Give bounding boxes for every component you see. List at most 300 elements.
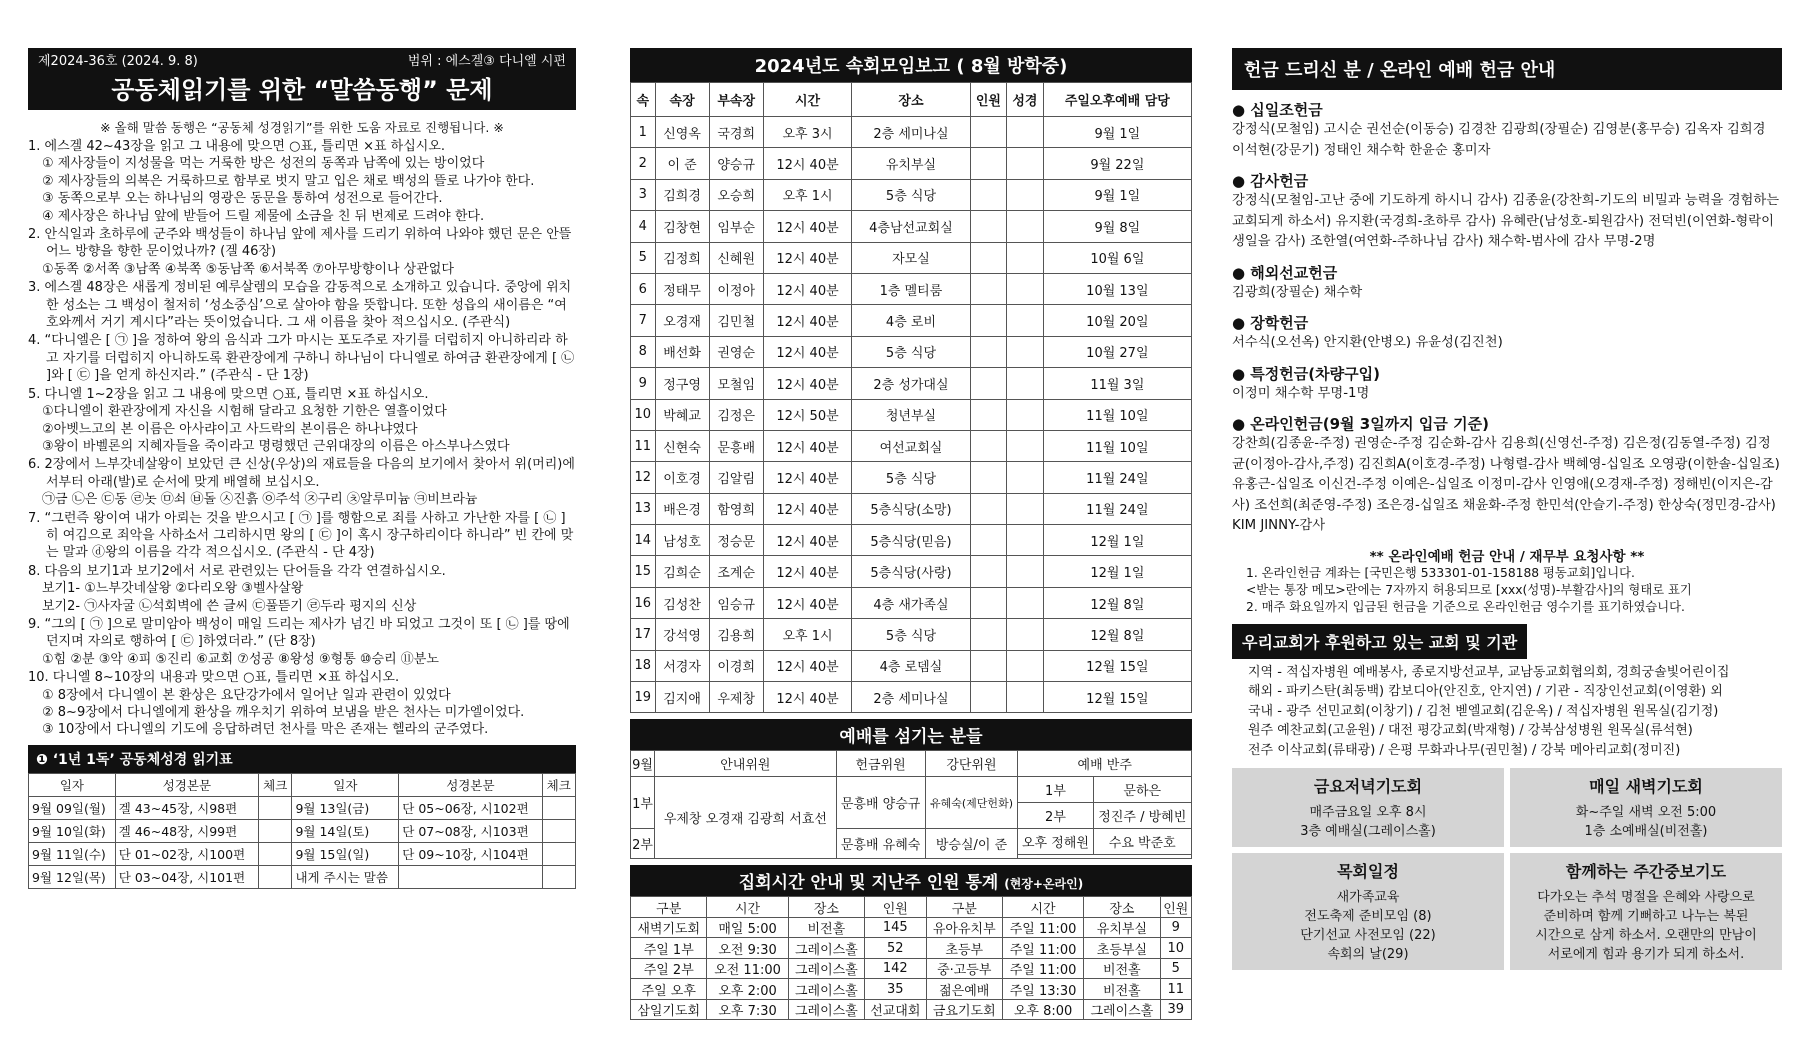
question-text: 10. 다니엘 8~10장의 내용과 맞으면 ○표, 틀리면 ×표 하십시오. — [28, 670, 400, 686]
table-cell: 9월 1일 — [1043, 117, 1191, 148]
group-row — [631, 242, 1192, 273]
question-text: 1. 에스겔 42~43장을 읽고 그 내용에 맞으면 ○표, 틀리면 ×표 하십시오. — [28, 139, 446, 154]
group-row — [631, 117, 1192, 148]
quiz-header — [28, 48, 576, 110]
table-cell — [970, 242, 1007, 273]
table-cell — [1007, 336, 1044, 367]
table-cell: 1층 멜티룸 — [852, 273, 970, 304]
question-text: 5. 다니엘 1~2장을 읽고 그 내용에 맞으면 ○표, 틀리면 ×표 하십시오. — [28, 386, 429, 402]
table-cell — [1007, 587, 1044, 618]
info-box — [1510, 853, 1782, 970]
question-text: 6. 2장에서 느부갓네살왕이 보았던 큰 신상(우상)의 재료들을 다음의 보기에서 찾아서 위(머리)에서부터 아래(발)로 순서에 맞게 배열해 보십시오. — [28, 457, 575, 490]
table-cell: 16 — [631, 587, 656, 618]
offering-names: 강정식(모철임) 고시순 권선순(이동승) 김경찬 김광희(장필순) 김영분(홍무승) 김옥자 김희경 이석현(강문기) 정태인 채수학 한윤순 홍미자 — [1232, 122, 1766, 158]
table-cell: 12월 1일 — [1043, 525, 1191, 556]
table-cell — [1007, 305, 1044, 336]
table-cell: 김알림 — [709, 462, 763, 493]
table-cell — [542, 796, 576, 819]
group-row — [631, 273, 1192, 304]
offering-heading: ● 특정헌금(차량구입) — [1232, 364, 1380, 383]
table-cell: 비전홀 — [1084, 958, 1160, 979]
table-cell: 12월 1일 — [1043, 556, 1191, 587]
table-cell: 12시 40분 — [763, 525, 852, 556]
table-cell: 12시 40분 — [763, 211, 852, 242]
quiz-intro: ※ 올해 말씀 동행은 “공동체 성경읽기”를 위한 도움 자료로 진행됩니다. ※ — [100, 120, 504, 135]
column-header: 체크 — [542, 773, 576, 796]
table-cell: 4 — [631, 211, 656, 242]
table-cell: 신영옥 — [655, 117, 709, 148]
info-box-line: 새가족교육 — [1336, 890, 1400, 905]
table-cell — [970, 117, 1007, 148]
group-row — [631, 179, 1192, 210]
info-box — [1510, 768, 1782, 847]
table-cell: 11 — [1160, 979, 1191, 1000]
table-cell: 12시 40분 — [763, 148, 852, 179]
table-cell: 오후 3시 — [763, 117, 852, 148]
table-cell: 그레이스홀 — [1084, 999, 1160, 1020]
table-cell: 유치부실 — [852, 148, 970, 179]
table-cell — [1007, 117, 1044, 148]
info-box-line: 화~주일 새벽 오전 5:00 — [1575, 805, 1717, 820]
question-option: ①다니엘이 환관장에게 자신을 시험해 달라고 요청한 기한은 열흘이었다 — [42, 404, 447, 420]
group-row — [631, 525, 1192, 556]
table-cell: 주일 11:00 — [1002, 917, 1083, 938]
table-cell: 김성찬 — [655, 587, 709, 618]
table-cell — [1007, 525, 1044, 556]
table-cell: 매일 5:00 — [707, 917, 788, 938]
column-header: 성경본문 — [399, 773, 542, 796]
table-cell: 5층식당(소망) — [852, 493, 970, 524]
table-cell — [1007, 462, 1044, 493]
table-cell — [970, 368, 1007, 399]
question — [28, 332, 576, 384]
question — [28, 563, 576, 615]
table-cell — [1007, 493, 1044, 524]
table-cell: 오경재 — [655, 305, 709, 336]
table-cell: 양승규 — [709, 148, 763, 179]
table-cell: 그레이스홀 — [788, 979, 864, 1000]
table-cell: 주일 1부 — [631, 938, 707, 959]
table-cell: 9월 11일(수) — [29, 842, 116, 865]
table-cell: 주일 2부 — [631, 958, 707, 979]
column-header: 인원 — [865, 897, 926, 918]
table-cell: 오후 1시 — [763, 179, 852, 210]
question-option: ①동쪽 ②서쪽 ③남쪽 ④북쪽 ⑤동남쪽 ⑥서북쪽 ⑦아무방향이나 상관없다 — [42, 261, 454, 277]
info-box-title: 금요저녁기도회 — [1313, 777, 1423, 796]
table-cell — [1007, 430, 1044, 461]
table-cell: 겔 43~45장, 시98편 — [115, 796, 258, 819]
table-cell: 12시 40분 — [763, 462, 852, 493]
table-cell: 단 03~04장, 시101편 — [115, 865, 258, 888]
support-item: 원주 예찬교회(고윤원) / 대전 평강교회(박재형) / 강북삼성병원 원목실(류석현) — [1248, 723, 1693, 738]
column-header: 시간 — [707, 897, 788, 918]
table-cell: 11월 3일 — [1043, 368, 1191, 399]
question-option: ② 8~9장에서 다니엘에게 환상을 깨우치기 위하여 보냄을 받은 천사는 미가엘이었다. — [42, 705, 525, 720]
table-cell: 주일 11:00 — [1002, 938, 1083, 959]
table-cell — [1007, 211, 1044, 242]
table-cell: 11월 10일 — [1043, 399, 1191, 430]
table-cell — [259, 819, 292, 842]
table-cell — [1007, 179, 1044, 210]
table-cell — [970, 682, 1007, 713]
table-cell — [970, 556, 1007, 587]
info-box-body — [1514, 888, 1778, 964]
info-box-line: 시간으로 삼게 하소서. 오랜만의 만남이 — [1535, 928, 1757, 943]
table-cell: 10 — [1160, 938, 1191, 959]
reading-plan-title: ❶ ‘1년 1독’ 공동체성경 읽기표 — [28, 745, 576, 773]
notice-item: 2. 매주 화요일까지 입금된 헌금을 기준으로 온라인헌금 영수기를 표기하였습니다. — [1246, 599, 1685, 614]
table-cell: 그레이스홀 — [788, 958, 864, 979]
table-cell: 12시 40분 — [763, 587, 852, 618]
table-cell: 단 05~06장, 시102편 — [399, 796, 542, 819]
table-cell: 그레이스홀 — [788, 938, 864, 959]
table-cell: 신혜원 — [709, 242, 763, 273]
column-header: 인원 — [1160, 897, 1191, 918]
group-row — [631, 650, 1192, 681]
table-cell: 12시 40분 — [763, 242, 852, 273]
table-cell: 정태무 — [655, 273, 709, 304]
table-cell — [970, 399, 1007, 430]
table-cell: 김지애 — [655, 682, 709, 713]
table-cell: 오후 8:00 — [1002, 999, 1083, 1020]
table-cell: 겔 46~48장, 시99편 — [115, 819, 258, 842]
table-cell: 서경자 — [655, 650, 709, 681]
table-cell — [1007, 273, 1044, 304]
info-box-line: 단기선교 사전모임 (22) — [1300, 928, 1436, 943]
info-box-line: 1층 소예배실(비전홀) — [1584, 824, 1708, 839]
table-cell: 강석영 — [655, 619, 709, 650]
table-cell: 모철임 — [709, 368, 763, 399]
table-cell: 11월 24일 — [1043, 462, 1191, 493]
table-cell: 그레이스홀 — [788, 999, 864, 1020]
table-cell — [1007, 556, 1044, 587]
table-cell: 주일 오후 — [631, 979, 707, 1000]
table-cell: 젊은예배 — [926, 979, 1002, 1000]
table-cell: 비전홀 — [788, 917, 864, 938]
table-cell: 12시 40분 — [763, 493, 852, 524]
table-cell — [970, 211, 1007, 242]
table-cell: 14 — [631, 525, 656, 556]
table-cell: 12시 40분 — [763, 273, 852, 304]
table-cell: 52 — [865, 938, 926, 959]
attendance-row — [631, 917, 1192, 938]
table-cell: 이경희 — [709, 650, 763, 681]
table-cell: 9월 22일 — [1043, 148, 1191, 179]
notice-list — [1232, 565, 1782, 616]
question — [28, 456, 576, 508]
table-cell: 12시 50분 — [763, 399, 852, 430]
table-cell: 오전 11:00 — [707, 958, 788, 979]
left-column — [28, 0, 576, 889]
table-cell: 5 — [631, 242, 656, 273]
column-header: 성경 — [1007, 83, 1044, 117]
servers-title: 예배를 섬기는 분들 — [630, 719, 1192, 750]
table-cell: 초등부실 — [1084, 938, 1160, 959]
table-cell: 우제창 — [709, 682, 763, 713]
issue-number: 제2024-36호 (2024. 9. 8) — [38, 54, 198, 69]
info-box-body — [1514, 803, 1778, 841]
question-text: 4. “다니엘은 [ ㉠ ]을 정하여 왕의 음식과 그가 마시는 포도주로 자기를 더럽히지 아니하리라 하고 자기를 더럽히지 아니하도록 환관장에게 구하니 하나님이 다니엘로 하여금 환관장에게 [ ㉡ ]와 [ ㉢ ]을 얻게 하신지라.” (주관식 - 단 1장) — [28, 333, 575, 384]
info-box-body — [1236, 803, 1500, 841]
group-row — [631, 399, 1192, 430]
column-header: 속장 — [655, 83, 709, 117]
table-cell: 이 준 — [655, 148, 709, 179]
table-cell: 선교대회 — [865, 999, 926, 1020]
info-box-title: 매일 새벽기도회 — [1589, 777, 1703, 796]
table-cell: 12월 15일 — [1043, 682, 1191, 713]
question-option: ③왕이 바벨론의 지혜자들을 죽이라고 명령했던 근위대장의 이름은 아스부나스였다 — [42, 438, 510, 454]
table-cell: 유치부실 — [1084, 917, 1160, 938]
table-cell: 김용희 — [709, 619, 763, 650]
table-cell: 10월 20일 — [1043, 305, 1191, 336]
support-item: 지역 - 적십자병원 예배봉사, 종로지방선교부, 교남동교회협의회, 경희궁솔빛어린이집 — [1248, 664, 1730, 680]
table-cell: 오승희 — [709, 179, 763, 210]
table-cell — [970, 273, 1007, 304]
question-option: ①힘 ②분 ③악 ④피 ⑤진리 ⑥교회 ⑦성공 ⑧왕성 ⑨형통 ⑩승리 ⑪분노 — [42, 651, 439, 667]
reading-row — [29, 796, 576, 819]
question — [28, 138, 576, 225]
group-row — [631, 493, 1192, 524]
table-cell: 4층 새가족실 — [852, 587, 970, 618]
table-cell: 5층 식당 — [852, 619, 970, 650]
table-cell: 10월 13일 — [1043, 273, 1191, 304]
table-cell: 주일 11:00 — [1002, 958, 1083, 979]
table-cell: 자모실 — [852, 242, 970, 273]
question-option: ② 제사장들의 의복은 거룩하므로 함부로 벗지 말고 입은 채로 백성의 뜰로 나가야 한다. — [42, 173, 535, 189]
question-text: 7. “그런즉 왕이여 내가 아뢰는 것을 받으시고 [ ㉠ ]를 행함으로 죄를 사하고 가난한 자를 [ ㉡ ]히 여김으로 죄악을 사하소서 그리하시면 왕의 [ ㉢ ]이 혹시 장구하리이다 하니라” 빈 칸에 맞는 말과 ⓓ왕의 이름을 각각 적으십시오. (주관식 - 단 4장) — [28, 510, 574, 561]
info-box-title: 함께하는 주간중보기도 — [1565, 862, 1727, 881]
table-cell — [970, 305, 1007, 336]
table-cell — [542, 819, 576, 842]
column-header: 부속장 — [709, 83, 763, 117]
table-cell: 5층 식당 — [852, 179, 970, 210]
table-cell: 9월 13일(금) — [292, 796, 399, 819]
attendance-row — [631, 979, 1192, 1000]
table-cell: 12월 8일 — [1043, 587, 1191, 618]
offering-groups — [1232, 99, 1782, 537]
group-row — [631, 305, 1192, 336]
column-header: 구분 — [926, 897, 1002, 918]
table-cell: 배선화 — [655, 336, 709, 367]
offering-names: 이정미 채수학 무명-1명 — [1232, 385, 1370, 401]
column-header: 체크 — [259, 773, 292, 796]
question-option: ① 제사장들이 지성물을 먹는 거룩한 방은 성전의 동쪽과 남쪽에 있는 방이었다 — [42, 156, 485, 172]
column-header: 일자 — [292, 773, 399, 796]
question — [28, 669, 576, 739]
table-cell — [1007, 148, 1044, 179]
table-cell: 임승규 — [709, 587, 763, 618]
question-list — [28, 138, 576, 739]
table-cell: 13 — [631, 493, 656, 524]
table-cell: 3 — [631, 179, 656, 210]
table-cell — [1007, 242, 1044, 273]
table-cell: 12시 40분 — [763, 336, 852, 367]
column-header: 장소 — [1084, 897, 1160, 918]
group-row — [631, 336, 1192, 367]
quiz-range: 범위 : 에스겔③ 다니엘 시편 — [407, 54, 566, 69]
middle-column — [630, 0, 1192, 1020]
table-cell: 9월 10일(화) — [29, 819, 116, 842]
table-cell: 12월 8일 — [1043, 619, 1191, 650]
table-cell: 청년부실 — [852, 399, 970, 430]
reading-row — [29, 865, 576, 888]
column-header: 구분 — [631, 897, 707, 918]
question-option: ㉠금 ㉡은 ㉢동 ㉣놋 ㉤쇠 ㉥돌 ㉦진흙 ㉧주석 ㉨구리 ㉩알루미늄 ㉪비브라늄 — [42, 492, 478, 508]
column-header: 주일오후예배 담당 — [1043, 83, 1191, 117]
table-cell — [970, 430, 1007, 461]
column-header: 시간 — [1002, 897, 1083, 918]
question-text: 9. “그의 [ ㉠ ]으로 말미암아 백성이 매일 드리는 제사가 넘긴 바 되었고 그것이 또 [ ㉡ ]를 땅에 던지며 자의로 행하여 [ ㉢ ]하였더라.” (단 8장) — [28, 616, 570, 650]
table-cell: 17 — [631, 619, 656, 650]
table-cell: 오전 9:30 — [707, 938, 788, 959]
question-option: 보기2- ㉠사자굴 ㉡석회벽에 쓴 글씨 ㉢풀뜯기 ㉣두라 평지의 신상 — [42, 598, 417, 614]
table-cell: 39 — [1160, 999, 1191, 1020]
table-cell: 10월 6일 — [1043, 242, 1191, 273]
table-cell: 김민철 — [709, 305, 763, 336]
table-cell: 9월 09일(월) — [29, 796, 116, 819]
attendance-row — [631, 958, 1192, 979]
question-option: 보기1- ①느부갓네살왕 ②다리오왕 ③벨사살왕 — [42, 581, 304, 597]
table-cell: 신현숙 — [655, 430, 709, 461]
question-option: ① 8장에서 다니엘이 본 환상은 요단강가에서 일어난 일과 관련이 있었다 — [42, 687, 451, 703]
table-cell: 6 — [631, 273, 656, 304]
table-cell: 임부순 — [709, 211, 763, 242]
table-cell: 12시 40분 — [763, 368, 852, 399]
notice-title: ** 온라인예배 헌금 안내 / 재무부 요청사항 ** — [1369, 548, 1645, 565]
info-box-line: 속회의 날(29) — [1327, 947, 1409, 962]
table-cell: 새벽기도회 — [631, 917, 707, 938]
group-row — [631, 462, 1192, 493]
table-cell: 142 — [865, 958, 926, 979]
offering-heading: ● 해외선교헌금 — [1232, 263, 1338, 282]
table-cell: 11월 10일 — [1043, 430, 1191, 461]
table-cell: 내게 주시는 말씀 — [292, 865, 399, 888]
table-cell: 단 09~10장, 시104편 — [399, 842, 542, 865]
table-cell: 5층식당(믿음) — [852, 525, 970, 556]
info-box-line: 3층 예배실(그레이스홀) — [1300, 824, 1436, 839]
table-cell: 4층남선교회실 — [852, 211, 970, 242]
table-cell: 9월 8일 — [1043, 211, 1191, 242]
info-box — [1232, 853, 1504, 970]
table-cell: 7 — [631, 305, 656, 336]
question — [28, 616, 576, 668]
table-cell: 4층 로뎀실 — [852, 650, 970, 681]
offering-names: 김광희(장필순) 채수학 — [1232, 284, 1363, 300]
table-cell: 삼일기도회 — [631, 999, 707, 1020]
table-cell: 함영희 — [709, 493, 763, 524]
table-cell: 12시 40분 — [763, 430, 852, 461]
offering-names: 강정식(모철임-고난 중에 기도하게 하시니 감사) 김종윤(강찬희-기도의 비밀과 능력을 경험하는 교회되게 하소서) 유지환(국경희-초하루 감사) 유혜란(남성호-퇴원감사) 전덕빈(이연화-형락이 생일을 감사) 조한열(여연화-주하나님 감사) 채수학-범사에 감사 무명-2명 — [1232, 193, 1780, 249]
column-header: 인원 — [970, 83, 1007, 117]
table-cell: 9월 12일(목) — [29, 865, 116, 888]
table-cell — [970, 148, 1007, 179]
table-cell: 18 — [631, 650, 656, 681]
question-text: 8. 다음의 보기1과 보기2에서 서로 관련있는 단어들을 각각 연결하십시오. — [28, 563, 446, 579]
support-item: 국내 - 광주 선민교회(이창기) / 김천 벧엘교회(김운옥) / 적십자병원 원목실(김기정) — [1248, 703, 1719, 719]
table-cell — [970, 619, 1007, 650]
table-cell — [542, 865, 576, 888]
table-cell — [1007, 399, 1044, 430]
question-option: ③ 10장에서 다니엘의 기도에 응답하려던 천사를 막은 존재는 헬라의 군주였다. — [42, 722, 489, 738]
table-cell — [1007, 619, 1044, 650]
question-option: ②아벳느고의 본 이름은 아사랴이고 사드락의 본이름은 하나냐였다 — [42, 421, 418, 437]
table-cell: 이정아 — [709, 273, 763, 304]
servers-table: 9월 안내위원 헌금위원 강단위원 예배 반주 1부 우제창 오경재 김광희 서효선 문흥배 양승규 유혜숙(제단헌화) 1부 문하은 2부 정진주 / 방혜빈 2부 문흥배 유혜숙 방승실/이 준 오후 정해원 수요 박준호 — [630, 750, 1192, 859]
table-cell: 5 — [1160, 958, 1191, 979]
offering-heading: ● 십일조헌금 — [1232, 101, 1323, 119]
attendance-row — [631, 938, 1192, 959]
table-cell: 12시 40분 — [763, 305, 852, 336]
info-boxes — [1232, 768, 1782, 970]
table-cell: 9월 15일(일) — [292, 842, 399, 865]
table-cell — [970, 525, 1007, 556]
notice-item: <받는 통장 메모>란에는 7자까지 허용되므로 [xxx(성명)-부활감사]의 형태로 표기 — [1246, 582, 1692, 597]
table-cell: 김정희 — [655, 242, 709, 273]
table-cell: 정승문 — [709, 525, 763, 556]
table-cell — [970, 493, 1007, 524]
info-box-line: 준비하며 함께 기뻐하고 나누는 복된 — [1543, 909, 1749, 924]
table-cell: 단 07~08장, 시103편 — [399, 819, 542, 842]
group-row — [631, 368, 1192, 399]
column-header: 성경본문 — [115, 773, 258, 796]
info-box-line: 서로에게 힘과 용기가 되게 하소서. — [1547, 947, 1745, 962]
table-cell: 남성호 — [655, 525, 709, 556]
table-cell: 5층식당(사랑) — [852, 556, 970, 587]
table-cell: 145 — [865, 917, 926, 938]
table-cell: 중·고등부 — [926, 958, 1002, 979]
table-cell — [970, 179, 1007, 210]
table-cell: 9 — [1160, 917, 1191, 938]
table-cell — [259, 842, 292, 865]
table-cell: 김희경 — [655, 179, 709, 210]
small-group-table — [630, 82, 1192, 713]
column-header: 일자 — [29, 773, 116, 796]
table-cell: 조계순 — [709, 556, 763, 587]
reading-row — [29, 819, 576, 842]
right-column — [1232, 0, 1782, 970]
question — [28, 279, 576, 331]
table-cell — [970, 650, 1007, 681]
group-row — [631, 587, 1192, 618]
table-cell — [1007, 368, 1044, 399]
table-cell: 문흥배 — [709, 430, 763, 461]
info-box-title: 목회일정 — [1337, 862, 1399, 881]
column-header: 장소 — [788, 897, 864, 918]
question-text: 3. 에스겔 48장은 새롭게 정비된 예루살렘의 모습을 감동적으로 소개하고 있습니다. 중앙에 위치한 성소는 그 백성이 철저히 ‘성소중심’으로 살아야 함을 뜻합니다. 또한 성읍의 새이름은 “여호와께서 거기 계시다”라는 뜻이었습니다. 그 새 이름을 찾아 적으십시오. (주관식) — [28, 280, 572, 331]
table-cell: 이호경 — [655, 462, 709, 493]
question — [28, 226, 576, 278]
table-cell: 12시 40분 — [763, 682, 852, 713]
table-cell: 오후 1시 — [763, 619, 852, 650]
table-cell: 5층 식당 — [852, 336, 970, 367]
table-cell: 단 01~02장, 시100편 — [115, 842, 258, 865]
table-cell: 15 — [631, 556, 656, 587]
info-box-line: 다가오는 추석 명절을 은혜와 사랑으로 — [1537, 890, 1755, 905]
attendance-table — [630, 896, 1192, 1020]
info-box-body — [1236, 888, 1500, 964]
table-cell — [259, 865, 292, 888]
question — [28, 510, 576, 562]
table-cell: 권영순 — [709, 336, 763, 367]
info-box-line: 매주금요일 오후 8시 — [1309, 805, 1427, 820]
table-cell: 12 — [631, 462, 656, 493]
column-header: 장소 — [852, 83, 970, 117]
table-cell: 12시 40분 — [763, 556, 852, 587]
table-cell — [970, 462, 1007, 493]
reading-plan-table — [28, 773, 576, 889]
offering-heading: ● 온라인헌금(9월 3일까지 입금 기준) — [1232, 415, 1489, 433]
table-cell: 오후 7:30 — [707, 999, 788, 1020]
